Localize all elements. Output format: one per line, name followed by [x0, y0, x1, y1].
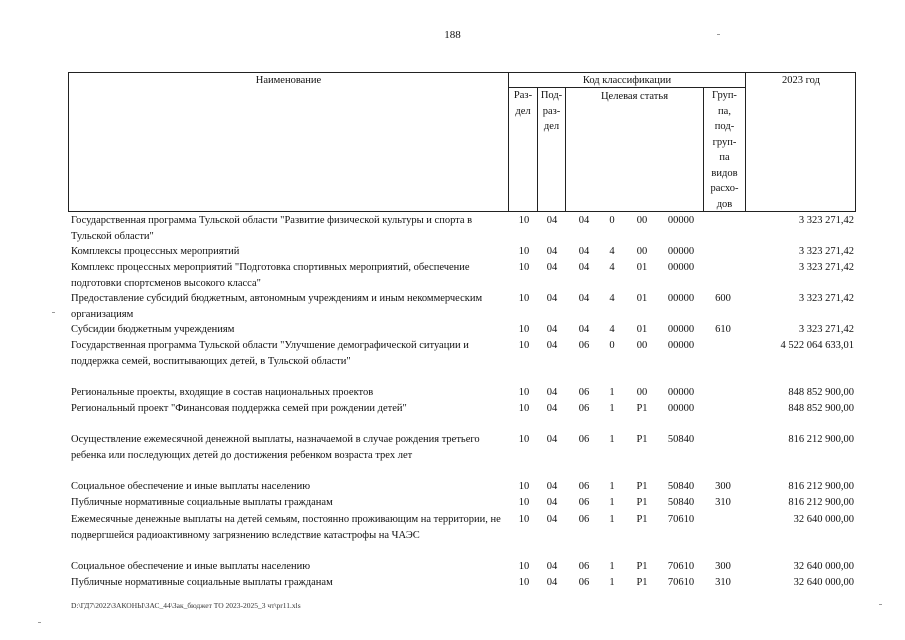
- row-razdel: 10: [518, 293, 530, 304]
- row-subprogram-code: 1: [609, 561, 615, 572]
- header-divider-year: [745, 72, 746, 212]
- row-subprogram-code: 0: [609, 215, 615, 226]
- row-subprogram-code: 4: [609, 262, 615, 273]
- row-subprogram-code: 0: [609, 340, 615, 351]
- header-divider-podrazdel: [565, 87, 566, 212]
- footer-file-path: D:\ГД7\2022\ЗАКОНЫ\ЗАС_44\Зак_бюджет ТО 2023-2025_3 чт\pr11.xls: [71, 601, 301, 610]
- row-razdel: 10: [518, 262, 530, 273]
- header-podrazdel: [538, 88, 565, 135]
- row-name: Публичные нормативные социальные выплаты гражданам: [71, 577, 333, 588]
- row-group-code: 00: [636, 340, 648, 351]
- header-podrazdel-line: Под-: [540, 90, 563, 101]
- row-program-code: 06: [578, 577, 590, 588]
- row-name: Предоставление субсидий бюджетным, автономным учреждениям и иным некоммерческим организациям: [71, 293, 483, 320]
- row-program-code: 06: [578, 340, 590, 351]
- row-program-code: 06: [578, 387, 590, 398]
- row-subprogram-code: 4: [609, 246, 615, 257]
- scan-speck: [52, 312, 55, 313]
- row-name: Региональные проекты, входящие в состав национальных проектов: [71, 387, 374, 398]
- row-amount: 816 212 900,00: [788, 481, 854, 492]
- row-name: Социальное обеспечение и иные выплаты населению: [71, 561, 311, 572]
- row-direction-code: 00000: [667, 403, 695, 414]
- row-group-code: 00: [636, 387, 648, 398]
- row-program-code: 06: [578, 403, 590, 414]
- row-program-code: 06: [578, 434, 590, 445]
- row-amount: 3 323 271,42: [798, 246, 854, 257]
- row-razdel: 10: [518, 514, 530, 525]
- row-group-code: P1: [636, 561, 648, 572]
- row-group-code: 01: [636, 262, 648, 273]
- header-podrazdel-line: раз-: [542, 105, 561, 117]
- scan-speck: [879, 604, 882, 605]
- header-group-line: груп-: [712, 136, 737, 148]
- row-subprogram-code: 1: [609, 514, 615, 525]
- row-name: Государственная программа Тульской области "Развитие физической культуры и спорта в Тульской области": [71, 215, 473, 242]
- row-program-code: 06: [578, 514, 590, 525]
- row-group-code: P1: [636, 497, 648, 508]
- row-amount: 3 323 271,42: [798, 215, 854, 226]
- row-subprogram-code: 1: [609, 387, 615, 398]
- row-podrazdel: 04: [546, 387, 558, 398]
- row-group-code: P1: [636, 481, 648, 492]
- row-name: Комплексы процессных мероприятий: [71, 246, 240, 257]
- row-program-code: 04: [578, 215, 590, 226]
- row-direction-code: 00000: [667, 215, 695, 226]
- row-name: Региональный проект "Финансовая поддержка семей при рождении детей": [71, 403, 407, 414]
- header-group-line: под-: [714, 121, 735, 132]
- row-razdel: 10: [518, 434, 530, 445]
- row-program-code: 04: [578, 324, 590, 335]
- row-group-code: P1: [636, 577, 648, 588]
- row-name: Осуществление ежемесячной денежной выплаты, назначаемой в случае рождения третьего ребенка или последующих детей до достижения ребенком возраста трех лет: [71, 434, 480, 461]
- row-podrazdel: 04: [546, 324, 558, 335]
- row-subprogram-code: 1: [609, 577, 615, 588]
- row-amount: 816 212 900,00: [788, 434, 854, 445]
- row-razdel: 10: [518, 497, 530, 508]
- header-group-line: расхо-: [710, 183, 739, 194]
- row-program-code: 04: [578, 246, 590, 257]
- row-amount: 3 323 271,42: [798, 293, 854, 304]
- row-name: Субсидии бюджетным учреждениям: [71, 324, 235, 335]
- header-group-line: видов: [711, 167, 738, 179]
- row-amount: 3 323 271,42: [798, 324, 854, 335]
- row-amount: 816 212 900,00: [788, 497, 854, 508]
- row-subprogram-code: 4: [609, 324, 615, 335]
- row-direction-code: 50840: [667, 497, 695, 508]
- header-target-article: Целевая статья: [600, 91, 669, 102]
- row-direction-code: 70610: [667, 577, 695, 588]
- row-podrazdel: 04: [546, 561, 558, 572]
- row-name: Публичные нормативные социальные выплаты гражданам: [71, 497, 333, 508]
- row-direction-code: 70610: [667, 514, 695, 525]
- row-podrazdel: 04: [546, 403, 558, 414]
- row-direction-code: 00000: [667, 387, 695, 398]
- header-group-line: Груп-: [712, 90, 737, 101]
- row-expense-type: 300: [715, 561, 731, 572]
- row-podrazdel: 04: [546, 481, 558, 492]
- header-group: [704, 88, 745, 212]
- row-subprogram-code: 1: [609, 497, 615, 508]
- row-podrazdel: 04: [546, 215, 558, 226]
- header-name: Наименование: [255, 75, 322, 86]
- row-direction-code: 50840: [667, 434, 695, 445]
- row-razdel: 10: [518, 387, 530, 398]
- row-name: Ежемесячные денежные выплаты на детей семьям, постоянно проживающим на территории, не подвергшейся радиоактивному загрязнению вследствие катастрофы на ЧАЭС: [71, 514, 501, 541]
- row-group-code: P1: [636, 434, 648, 445]
- header-group-line: дов: [716, 198, 733, 210]
- scan-speck: [717, 34, 720, 35]
- row-podrazdel: 04: [546, 340, 558, 351]
- header-razdel-line: Раз-: [513, 90, 533, 101]
- row-direction-code: 00000: [667, 324, 695, 335]
- row-name: Государственная программа Тульской области "Улучшение демографической ситуации и поддержка семей, воспитывающих детей, в Тульской области": [71, 340, 469, 367]
- row-name: Социальное обеспечение и иные выплаты населению: [71, 481, 311, 492]
- row-podrazdel: 04: [546, 246, 558, 257]
- row-podrazdel: 04: [546, 434, 558, 445]
- scan-speck: [38, 622, 41, 623]
- row-razdel: 10: [518, 246, 530, 257]
- row-razdel: 10: [518, 481, 530, 492]
- row-podrazdel: 04: [546, 293, 558, 304]
- row-amount: 4 522 064 633,01: [780, 340, 854, 351]
- row-direction-code: 50840: [667, 481, 695, 492]
- row-subprogram-code: 4: [609, 293, 615, 304]
- row-group-code: 00: [636, 215, 648, 226]
- row-amount: 32 640 000,00: [793, 561, 854, 572]
- row-direction-code: 00000: [667, 340, 695, 351]
- row-group-code: 01: [636, 324, 648, 335]
- header-razdel: [509, 88, 537, 119]
- header-podrazdel-line: дел: [543, 121, 560, 132]
- row-subprogram-code: 1: [609, 481, 615, 492]
- row-expense-type: 310: [715, 497, 731, 508]
- row-program-code: 06: [578, 497, 590, 508]
- row-subprogram-code: 1: [609, 434, 615, 445]
- row-expense-type: 600: [715, 293, 731, 304]
- row-razdel: 10: [518, 340, 530, 351]
- row-expense-type: 300: [715, 481, 731, 492]
- row-direction-code: 70610: [667, 561, 695, 572]
- header-razdel-line: дел: [515, 105, 531, 117]
- row-subprogram-code: 1: [609, 403, 615, 414]
- row-program-code: 06: [578, 561, 590, 572]
- header-year: 2023 год: [782, 75, 820, 86]
- row-name: Комплекс процессных мероприятий "Подготовка спортивных мероприятий, обеспечение подготовки спортсменов высокого класса": [71, 262, 470, 289]
- row-podrazdel: 04: [546, 577, 558, 588]
- row-expense-type: 610: [715, 324, 731, 335]
- row-program-code: 04: [578, 293, 590, 304]
- row-amount: 32 640 000,00: [793, 514, 854, 525]
- row-group-code: P1: [636, 403, 648, 414]
- header-group-line: па,: [718, 105, 731, 117]
- header-classification-code: Код классификации: [582, 75, 672, 86]
- row-razdel: 10: [518, 403, 530, 414]
- row-program-code: 04: [578, 262, 590, 273]
- row-group-code: 00: [636, 246, 648, 257]
- row-amount: 848 852 900,00: [788, 387, 854, 398]
- row-podrazdel: 04: [546, 497, 558, 508]
- row-direction-code: 00000: [667, 246, 695, 257]
- row-group-code: 01: [636, 293, 648, 304]
- row-podrazdel: 04: [546, 514, 558, 525]
- row-direction-code: 00000: [667, 262, 695, 273]
- row-expense-type: 310: [715, 577, 731, 588]
- row-group-code: P1: [636, 514, 648, 525]
- header-group-line: па: [719, 152, 730, 163]
- row-program-code: 06: [578, 481, 590, 492]
- row-amount: 3 323 271,42: [798, 262, 854, 273]
- row-razdel: 10: [518, 561, 530, 572]
- row-amount: 32 640 000,00: [793, 577, 854, 588]
- row-razdel: 10: [518, 577, 530, 588]
- row-amount: 848 852 900,00: [788, 403, 854, 414]
- row-razdel: 10: [518, 324, 530, 335]
- row-podrazdel: 04: [546, 262, 558, 273]
- page-number: 188: [444, 29, 461, 41]
- row-razdel: 10: [518, 215, 530, 226]
- row-direction-code: 00000: [667, 293, 695, 304]
